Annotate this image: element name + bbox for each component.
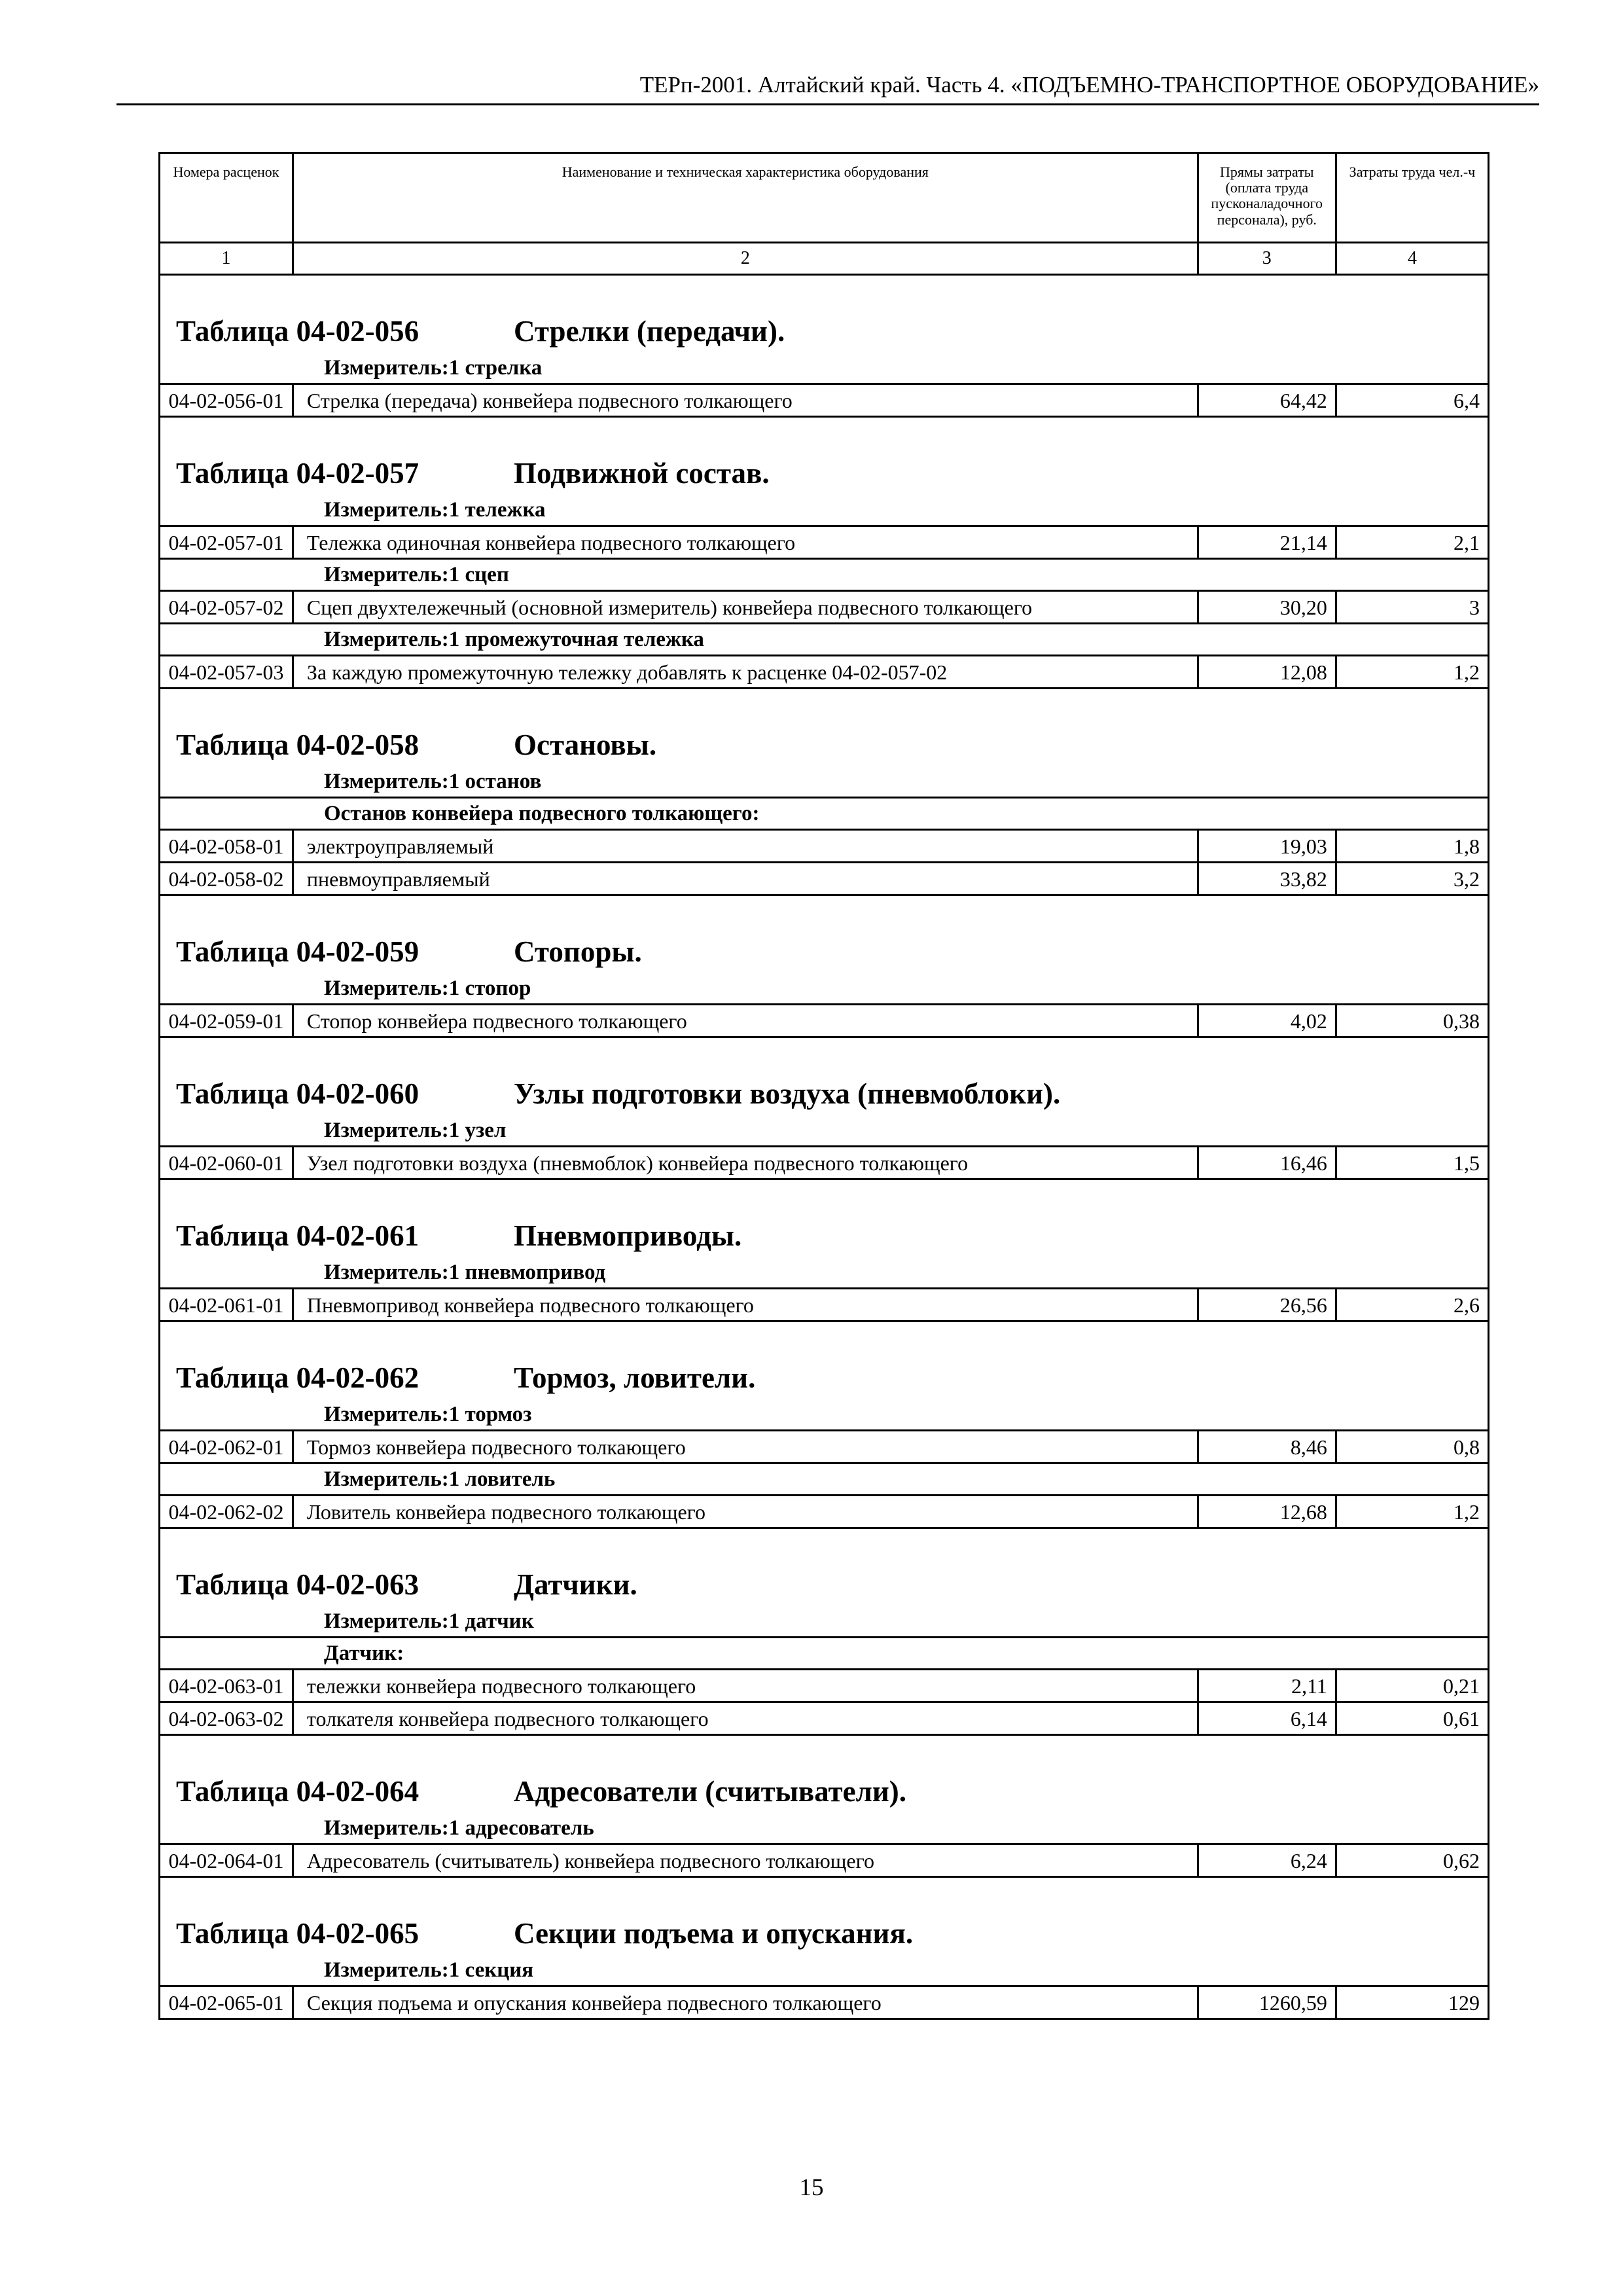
section-table-number: Таблица 04-02-061 <box>176 1219 419 1252</box>
column-number-2: 2 <box>293 243 1198 275</box>
rate-labor-hours: 0,8 <box>1336 1431 1488 1463</box>
section-header-row <box>160 275 1489 353</box>
rate-description: За каждую промежуточную тележку добавлять к расценке 04-02-057-02 <box>293 656 1198 689</box>
rate-row <box>160 1670 1489 1702</box>
rate-description: Тележка одиночная конвейера подвесного толкающего <box>293 526 1198 559</box>
measure-unit-row <box>160 1257 1489 1289</box>
section-title <box>160 730 1488 766</box>
rate-row <box>160 830 1489 863</box>
rate-row <box>160 1844 1489 1877</box>
section-header-row <box>160 1528 1489 1607</box>
rate-code: 04-02-060-01 <box>160 1147 293 1179</box>
section-title <box>160 459 1488 495</box>
page-header: ТЕРп-2001. Алтайский край. Часть 4. «ПОДЪЕМНО-ТРАНСПОРТНОЕ ОБОРУДОВАНИЕ» <box>639 72 1539 98</box>
section-table-title: Узлы подготовки воздуха (пневмоблоки). <box>514 1077 1061 1110</box>
measure-unit: Измеритель:1 стопор <box>160 973 1489 1005</box>
subheading: Измеритель:1 промежуточная тележка <box>160 624 1489 656</box>
page-number: 15 <box>799 2174 824 2201</box>
rate-labor-hours: 6,4 <box>1336 384 1488 417</box>
column-number-row <box>160 243 1489 275</box>
rate-direct-cost: 8,46 <box>1198 1431 1336 1463</box>
rate-direct-cost: 1260,59 <box>1198 1986 1336 2019</box>
rate-code: 04-02-063-01 <box>160 1670 293 1702</box>
section-table-number: Таблица 04-02-063 <box>176 1568 419 1601</box>
rate-description: пневмоуправляемый <box>293 863 1198 895</box>
column-header-name: Наименование и техническая характеристика оборудования <box>293 153 1198 243</box>
measure-unit-row <box>160 495 1489 526</box>
section-table-number: Таблица 04-02-058 <box>176 728 419 761</box>
rate-code: 04-02-056-01 <box>160 384 293 417</box>
rate-code: 04-02-061-01 <box>160 1289 293 1321</box>
subheading-row <box>160 559 1489 591</box>
section-header <box>160 1528 1489 1607</box>
rate-direct-cost: 4,02 <box>1198 1005 1336 1037</box>
rate-description: электроуправляемый <box>293 830 1198 863</box>
rate-row <box>160 1005 1489 1037</box>
measure-unit: Измеритель:1 датчик <box>160 1606 1489 1638</box>
section-table-title: Стопоры. <box>514 935 642 968</box>
rate-row <box>160 1496 1489 1528</box>
section-table-title: Стрелки (передачи). <box>514 315 785 348</box>
rate-direct-cost: 19,03 <box>1198 830 1336 863</box>
subheading: Останов конвейера подвесного толкающего: <box>160 798 1489 830</box>
section-title <box>160 1777 1488 1813</box>
section-header <box>160 1321 1489 1400</box>
column-number-4: 4 <box>1336 243 1488 275</box>
section-title <box>160 1079 1488 1115</box>
rate-row <box>160 863 1489 895</box>
measure-unit-row <box>160 1606 1489 1638</box>
rate-direct-cost: 33,82 <box>1198 863 1336 895</box>
rate-code: 04-02-062-02 <box>160 1496 293 1528</box>
rate-direct-cost: 6,24 <box>1198 1844 1336 1877</box>
column-number-3: 3 <box>1198 243 1336 275</box>
rate-row <box>160 526 1489 559</box>
measure-unit: Измеритель:1 стрелка <box>160 353 1489 384</box>
rate-direct-cost: 64,42 <box>1198 384 1336 417</box>
rate-code: 04-02-065-01 <box>160 1986 293 2019</box>
rate-row <box>160 1986 1489 2019</box>
rate-direct-cost: 2,11 <box>1198 1670 1336 1702</box>
section-table-title: Подвижной состав. <box>514 457 770 490</box>
measure-unit: Измеритель:1 останов <box>160 766 1489 798</box>
rate-direct-cost: 26,56 <box>1198 1289 1336 1321</box>
section-title <box>160 1919 1488 1955</box>
rate-code: 04-02-057-01 <box>160 526 293 559</box>
column-header-cost: Прямы затраты (оплата труда пусконаладочного персонала), руб. <box>1198 153 1336 243</box>
rate-description: Секция подъема и опускания конвейера подвесного толкающего <box>293 1986 1198 2019</box>
rate-direct-cost: 12,08 <box>1198 656 1336 689</box>
section-title <box>160 937 1488 973</box>
measure-unit: Измеритель:1 узел <box>160 1115 1489 1147</box>
section-table-title: Остановы. <box>514 728 657 761</box>
measure-unit-row <box>160 1813 1489 1844</box>
column-number-1: 1 <box>160 243 293 275</box>
measure-unit: Измеритель:1 тележка <box>160 495 1489 526</box>
rate-labor-hours: 3 <box>1336 591 1488 624</box>
section-table-number: Таблица 04-02-064 <box>176 1775 419 1808</box>
subheading: Датчик: <box>160 1638 1489 1670</box>
measure-unit: Измеритель:1 секция <box>160 1955 1489 1986</box>
subheading-row <box>160 798 1489 830</box>
rate-row <box>160 1702 1489 1735</box>
rate-labor-hours: 0,38 <box>1336 1005 1488 1037</box>
section-header <box>160 417 1489 495</box>
rate-row <box>160 1289 1489 1321</box>
section-table-title: Адресователи (считыватели). <box>514 1775 907 1808</box>
section-title <box>160 1570 1488 1606</box>
rate-labor-hours: 2,6 <box>1336 1289 1488 1321</box>
rate-labor-hours: 1,2 <box>1336 1496 1488 1528</box>
section-table-number: Таблица 04-02-056 <box>176 315 419 348</box>
section-header-row <box>160 895 1489 974</box>
measure-unit-row <box>160 353 1489 384</box>
measure-unit-row <box>160 1115 1489 1147</box>
measure-unit-row <box>160 1399 1489 1431</box>
section-table-title: Пневмоприводы. <box>514 1219 742 1252</box>
rate-row <box>160 1147 1489 1179</box>
rate-description: Сцеп двухтележечный (основной измеритель) конвейера подвесного толкающего <box>293 591 1198 624</box>
rate-description: Стрелка (передача) конвейера подвесного толкающего <box>293 384 1198 417</box>
rate-code: 04-02-057-03 <box>160 656 293 689</box>
rate-direct-cost: 30,20 <box>1198 591 1336 624</box>
rate-labor-hours: 3,2 <box>1336 863 1488 895</box>
rate-labor-hours: 0,62 <box>1336 1844 1488 1877</box>
rate-row <box>160 591 1489 624</box>
subheading: Измеритель:1 ловитель <box>160 1463 1489 1496</box>
section-header-row <box>160 1037 1489 1116</box>
section-header <box>160 1179 1489 1258</box>
rate-direct-cost: 6,14 <box>1198 1702 1336 1735</box>
section-header-row <box>160 689 1489 767</box>
section-table-number: Таблица 04-02-065 <box>176 1917 419 1950</box>
rate-description: тележки конвейера подвесного толкающего <box>293 1670 1198 1702</box>
section-table-number: Таблица 04-02-057 <box>176 457 419 490</box>
section-header <box>160 1735 1489 1814</box>
measure-unit: Измеритель:1 пневмопривод <box>160 1257 1489 1289</box>
section-header-row <box>160 417 1489 495</box>
rate-code: 04-02-059-01 <box>160 1005 293 1037</box>
rate-code: 04-02-063-02 <box>160 1702 293 1735</box>
header-divider <box>116 103 1539 105</box>
section-header-row <box>160 1877 1489 1956</box>
section-title <box>160 1363 1488 1399</box>
column-header-row <box>160 153 1489 243</box>
section-header <box>160 1037 1489 1116</box>
rate-description: толкателя конвейера подвесного толкающего <box>293 1702 1198 1735</box>
rate-description: Ловитель конвейера подвесного толкающего <box>293 1496 1198 1528</box>
rate-row <box>160 656 1489 689</box>
rate-description: Пневмопривод конвейера подвесного толкающего <box>293 1289 1198 1321</box>
section-header <box>160 895 1489 974</box>
rate-description: Узел подготовки воздуха (пневмоблок) конвейера подвесного толкающего <box>293 1147 1198 1179</box>
rate-code: 04-02-058-01 <box>160 830 293 863</box>
rate-labor-hours: 1,5 <box>1336 1147 1488 1179</box>
section-header <box>160 1877 1489 1956</box>
section-header-row <box>160 1179 1489 1258</box>
rates-table <box>158 152 1489 2020</box>
section-title <box>160 1221 1488 1257</box>
section-table-title: Тормоз, ловители. <box>514 1361 756 1394</box>
section-table-number: Таблица 04-02-059 <box>176 935 419 968</box>
rate-labor-hours: 1,8 <box>1336 830 1488 863</box>
rate-description: Адресователь (считыватель) конвейера подвесного толкающего <box>293 1844 1198 1877</box>
column-header-labor: Затраты труда чел.-ч <box>1336 153 1488 243</box>
section-header-row <box>160 1735 1489 1814</box>
rate-labor-hours: 1,2 <box>1336 656 1488 689</box>
section-table-number: Таблица 04-02-060 <box>176 1077 419 1110</box>
rate-code: 04-02-064-01 <box>160 1844 293 1877</box>
subheading-row <box>160 1638 1489 1670</box>
measure-unit-row <box>160 1955 1489 1986</box>
rate-direct-cost: 21,14 <box>1198 526 1336 559</box>
rate-labor-hours: 0,21 <box>1336 1670 1488 1702</box>
rate-description: Стопор конвейера подвесного толкающего <box>293 1005 1198 1037</box>
rate-labor-hours: 0,61 <box>1336 1702 1488 1735</box>
rate-labor-hours: 2,1 <box>1336 526 1488 559</box>
section-table-number: Таблица 04-02-062 <box>176 1361 419 1394</box>
section-header <box>160 689 1489 767</box>
section-table-title: Секции подъема и опускания. <box>514 1917 914 1950</box>
rate-direct-cost: 16,46 <box>1198 1147 1336 1179</box>
section-header <box>160 275 1489 353</box>
rate-labor-hours: 129 <box>1336 1986 1488 2019</box>
measure-unit-row <box>160 973 1489 1005</box>
measure-unit: Измеритель:1 адресователь <box>160 1813 1489 1844</box>
rate-description: Тормоз конвейера подвесного толкающего <box>293 1431 1198 1463</box>
rate-code: 04-02-058-02 <box>160 863 293 895</box>
measure-unit: Измеритель:1 тормоз <box>160 1399 1489 1431</box>
rate-row <box>160 1431 1489 1463</box>
column-header-code: Номера расценок <box>160 153 293 243</box>
measure-unit-row <box>160 766 1489 798</box>
section-title <box>160 317 1488 353</box>
rate-direct-cost: 12,68 <box>1198 1496 1336 1528</box>
subheading: Измеритель:1 сцеп <box>160 559 1489 591</box>
subheading-row <box>160 624 1489 656</box>
rate-code: 04-02-062-01 <box>160 1431 293 1463</box>
section-table-title: Датчики. <box>514 1568 637 1601</box>
rate-code: 04-02-057-02 <box>160 591 293 624</box>
section-header-row <box>160 1321 1489 1400</box>
rate-row <box>160 384 1489 417</box>
subheading-row <box>160 1463 1489 1496</box>
